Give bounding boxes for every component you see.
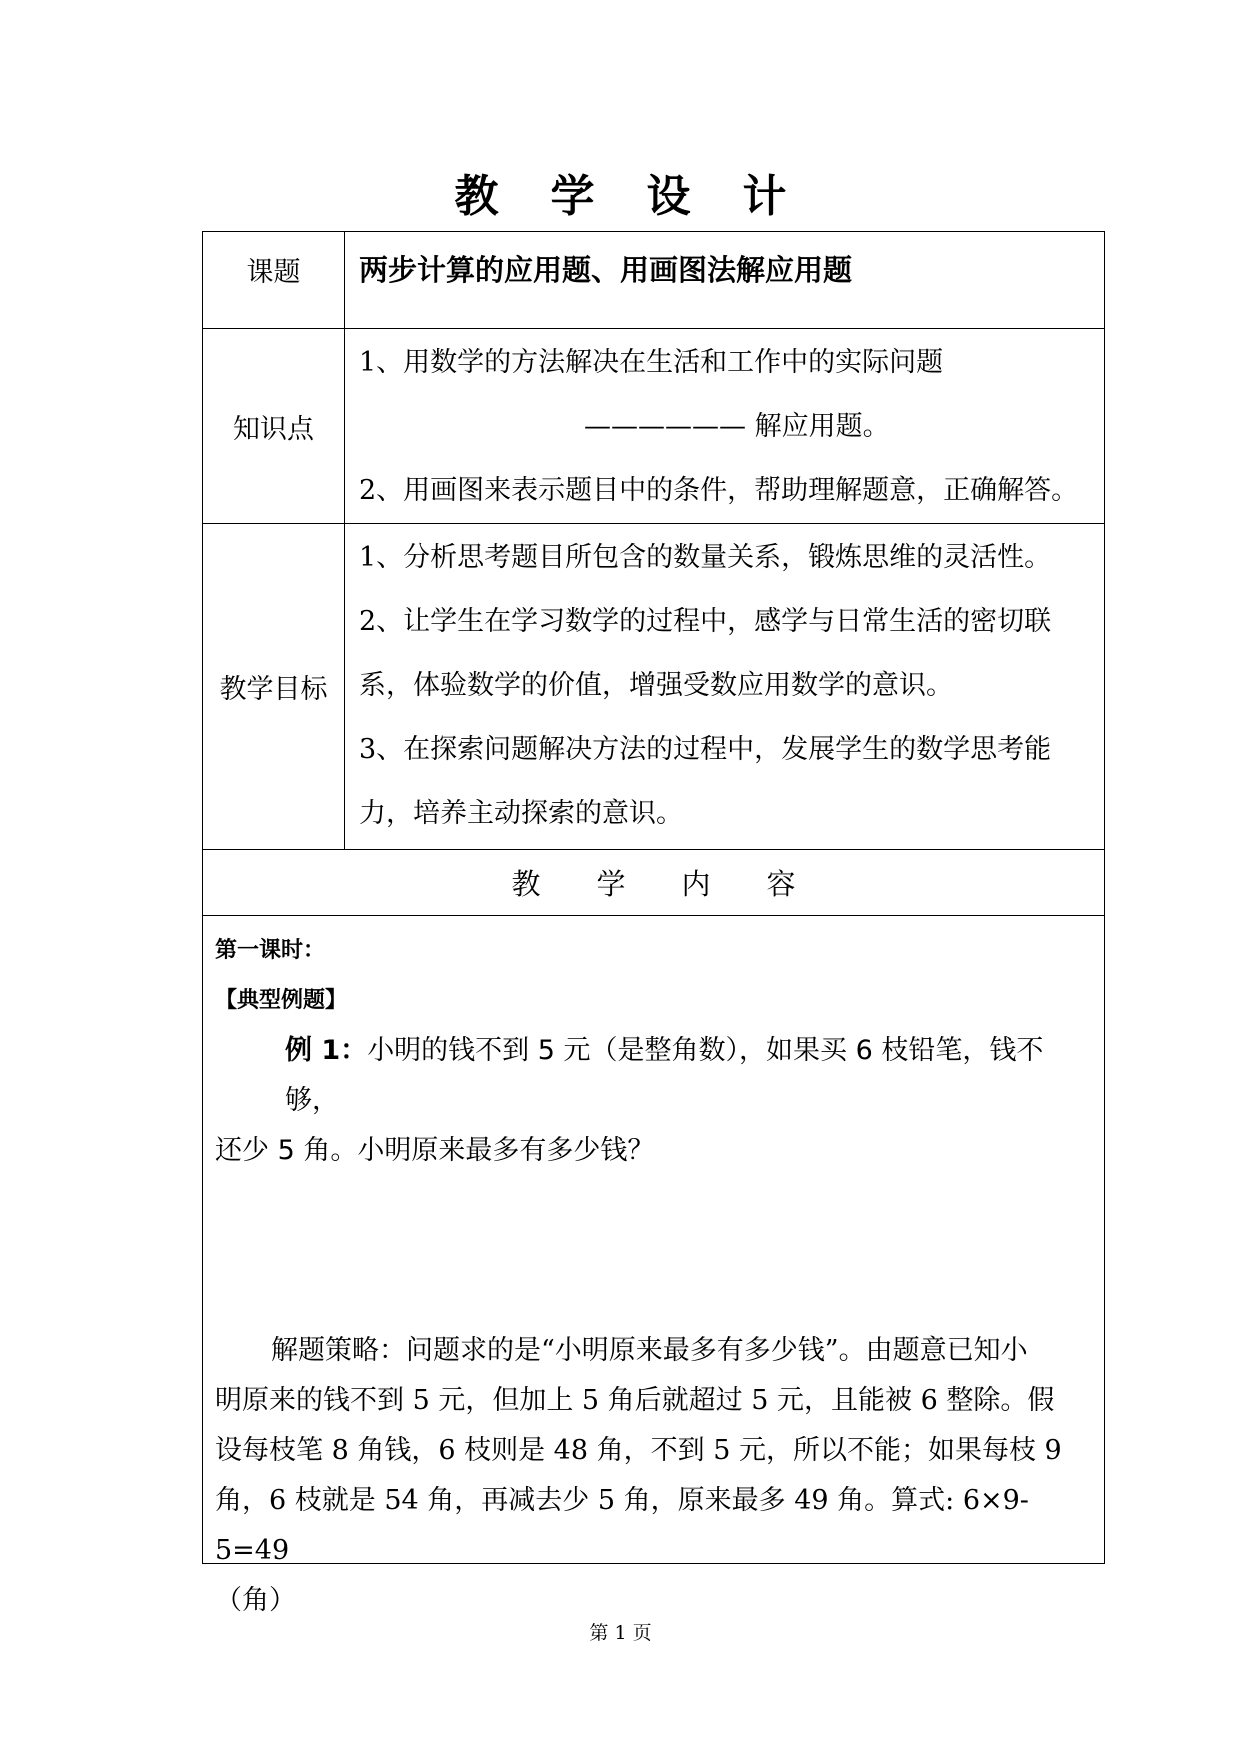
- strategy-line: （角）: [215, 1585, 296, 1616]
- example-text: 小明的钱不到 5 元（是整角数），如果买 6 枝铅笔，钱不够，: [285, 1035, 1044, 1116]
- goal-line: 力，培养主动探索的意识。: [359, 798, 683, 829]
- knowledge-line: —————— 解应用题。: [584, 411, 890, 442]
- goal-line: 1、分析思考题目所包含的数量关系，锻炼思维的灵活性。: [359, 542, 1052, 573]
- content-header: 教学内容: [511, 867, 852, 901]
- strategy-block: [215, 1326, 1094, 1626]
- content-row: [203, 916, 1104, 1616]
- example-line: 还少 5 角。小明原来最多有多少钱？: [215, 1135, 655, 1166]
- strategy-line: 解题策略：问题求的是“小明原来最多有多少钱”。由题意已知小: [271, 1335, 1028, 1366]
- goals-label: 教学目标: [203, 524, 345, 849]
- knowledge-row: [203, 329, 1104, 524]
- lesson-plan-table: [202, 231, 1105, 1616]
- goals-row: [203, 524, 1104, 850]
- content-body: [203, 916, 1104, 1626]
- goals-content: [345, 524, 1104, 849]
- knowledge-content: [345, 329, 1104, 523]
- example-line: [215, 1026, 1094, 1126]
- goal-line: 2、让学生在学习数学的过程中，感学与日常生活的密切联: [359, 606, 1052, 637]
- strategy-line: 角，6 枝就是 54 角，再减去少 5 角，原来最多 49 角。算式: 6×9-5=49: [215, 1485, 1029, 1566]
- section-label: 【典型例题】: [215, 988, 348, 1013]
- knowledge-line: 2、用画图来表示题目中的条件，帮助理解题意，正确解答。: [359, 475, 1079, 506]
- topic-label: 课题: [203, 232, 345, 328]
- page-title: 教学设计: [454, 171, 839, 222]
- content-header-row: [203, 850, 1104, 916]
- strategy-line: 明原来的钱不到 5 元，但加上 5 角后就超过 5 元，且能被 6 整除。假: [215, 1385, 1055, 1416]
- goal-line: 3、在探索问题解决方法的过程中，发展学生的数学思考能: [359, 734, 1052, 765]
- knowledge-line: 1、用数学的方法解决在生活和工作中的实际问题: [359, 347, 944, 378]
- example-label: 例 1：: [285, 1035, 368, 1066]
- goal-line: 系，体验数学的价值，增强受数应用数学的意识。: [359, 670, 953, 701]
- knowledge-label: 知识点: [203, 329, 345, 523]
- topic-row: [203, 232, 1104, 329]
- topic-value: 两步计算的应用题、用画图法解应用题: [359, 253, 853, 287]
- lesson-label: 第一课时：: [215, 938, 326, 963]
- example-block: [215, 1026, 1094, 1176]
- page-number: 第 1 页: [589, 1622, 652, 1644]
- strategy-line: 设每枝笔 8 角钱，6 枝则是 48 角，不到 5 元，所以不能；如果每枝 9: [215, 1435, 1062, 1466]
